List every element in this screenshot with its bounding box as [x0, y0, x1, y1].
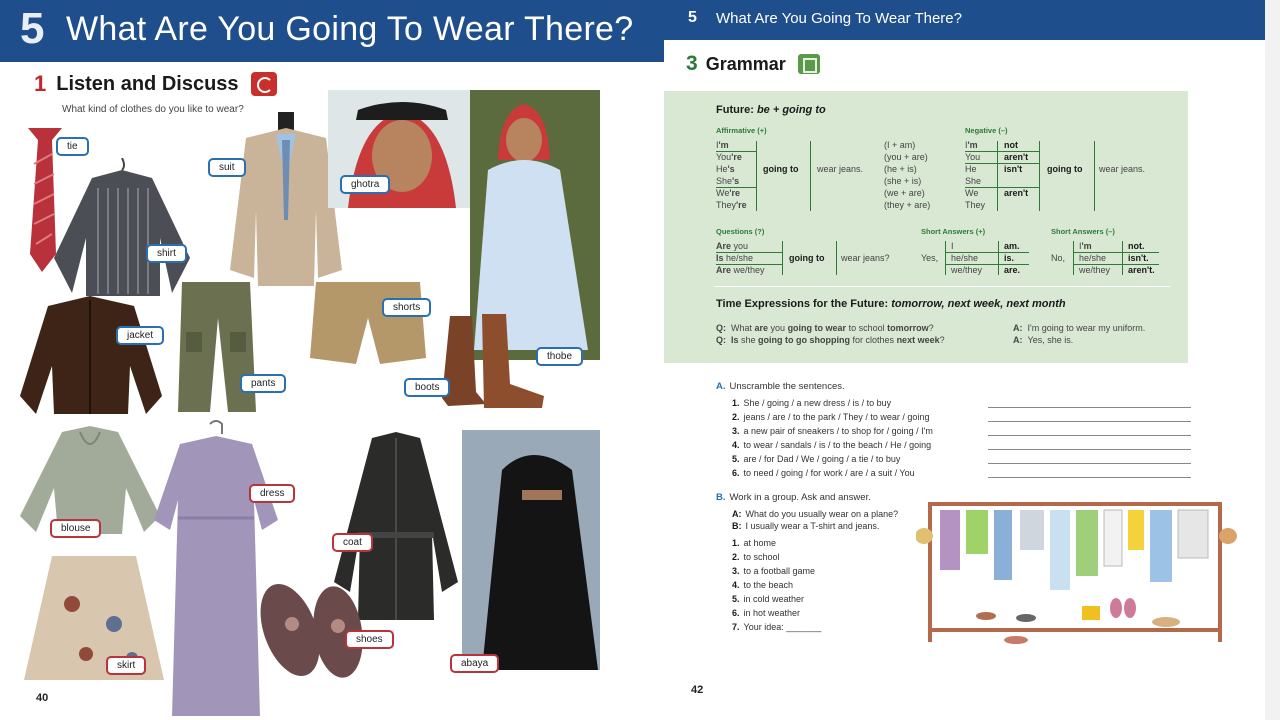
aff-row: [716, 188, 740, 198]
exercise-a-heading: [716, 381, 845, 392]
table-rule: [1073, 241, 1074, 275]
sa-neg-verb: not.: [1128, 241, 1145, 251]
short-yes: Yes,: [921, 253, 939, 263]
q-bold: going to go shopping: [758, 335, 851, 345]
full-form: (they + are): [884, 200, 931, 210]
exercise-a-item: [732, 412, 929, 422]
negative-heading: Negative (–): [965, 126, 1008, 135]
short-answers-pos-heading: Short Answers (+): [921, 227, 986, 236]
item-text: to a football game: [743, 566, 816, 576]
item-number: 2.: [732, 412, 740, 422]
full-form: (she + is): [884, 176, 922, 186]
full-form: (we + are): [884, 188, 925, 198]
table-rule: [965, 163, 1039, 164]
aff-contraction: 're: [729, 188, 740, 198]
aff-contraction: 'm: [718, 140, 729, 150]
sa-pos-verb: is.: [1004, 253, 1015, 263]
model-b: [732, 521, 879, 531]
item-number: 4.: [732, 440, 740, 450]
exercise-b-item: [732, 566, 815, 576]
clothes-rack-illustration: [916, 496, 1246, 654]
table-rule: [716, 187, 756, 188]
neg-word: not: [1004, 140, 1018, 150]
q-tag: Q:: [716, 323, 726, 333]
sa-pos-subject: he/she: [951, 253, 979, 263]
q-bold: Is: [731, 335, 739, 345]
q-text: for clothes: [850, 335, 897, 345]
a-text: Yes, she is.: [1027, 335, 1074, 345]
item-number: 4.: [732, 580, 740, 590]
question-going-to: going to: [789, 253, 825, 263]
aff-wear-jeans: wear jeans.: [817, 164, 864, 174]
label-thobe: thobe: [536, 347, 583, 366]
label-suit: suit: [208, 158, 246, 177]
aff-subject: You: [716, 152, 732, 162]
page-edge: [1265, 0, 1280, 720]
table-rule: [965, 151, 1039, 152]
item-number: 3.: [732, 426, 740, 436]
grammar-title-prefix: Future:: [716, 104, 757, 116]
answer-line[interactable]: [988, 407, 1191, 408]
q-tag: Q:: [716, 335, 726, 345]
question-wear-jeans: wear jeans?: [841, 253, 890, 263]
item-number: 5.: [732, 454, 740, 464]
item-text: in cold weather: [743, 594, 805, 604]
exercise-instruction: Work in a group. Ask and answer.: [729, 492, 871, 503]
sa-neg-subject: we/they: [1079, 265, 1111, 275]
q-text: to school: [846, 323, 888, 333]
q-text: you: [768, 323, 788, 333]
item-text: jeans / are / to the park / They / to wear / going: [743, 412, 930, 422]
table-rule: [782, 241, 783, 275]
label-shoes: shoes: [345, 630, 394, 649]
exercise-letter: B.: [716, 492, 726, 503]
a-tag: A:: [1013, 335, 1023, 345]
grammar-book-icon: [798, 54, 820, 74]
pants-image: [172, 278, 260, 414]
example-q2: [716, 335, 945, 345]
table-rule: [998, 241, 999, 275]
item-number: 3.: [732, 566, 740, 576]
section-title: Listen and Discuss: [56, 72, 239, 95]
full-form: (he + is): [884, 164, 917, 174]
item-text: at home: [743, 538, 777, 548]
sa-neg-verb: isn't.: [1128, 253, 1149, 263]
section-heading: [34, 69, 277, 99]
affirmative-heading: Affirmative (+): [716, 126, 767, 135]
section-title: Grammar: [705, 53, 786, 74]
aff-row: [716, 176, 739, 186]
jacket-image: [18, 296, 164, 416]
sa-pos-subject: I: [951, 241, 954, 251]
neg-subject: [965, 140, 978, 150]
example-a2: [1013, 335, 1073, 345]
question-verb: Are: [716, 265, 732, 275]
answer-line[interactable]: [988, 435, 1191, 436]
aff-subject: They: [716, 200, 737, 210]
unit-title-small: What Are You Going To Wear There?: [716, 10, 962, 27]
page-number-right: 42: [691, 684, 704, 696]
speaker-tag: B:: [732, 521, 742, 531]
answer-line[interactable]: [988, 463, 1191, 464]
question-verb: Are: [716, 241, 732, 251]
question-row: [716, 265, 765, 275]
full-form: (you + are): [884, 152, 928, 162]
exercise-b-item: [732, 594, 804, 604]
shorts-image: [308, 278, 428, 368]
item-text: Your idea: _______: [743, 622, 822, 632]
model-a: [732, 509, 898, 519]
section-number: 1: [34, 71, 47, 96]
abaya-photo: [462, 430, 600, 670]
q-bold: going to wear: [787, 323, 847, 333]
neg-subject: They: [965, 200, 986, 210]
aff-going-to: going to: [763, 164, 799, 174]
grammar-title: [716, 104, 826, 116]
neg-subject: We: [965, 188, 979, 198]
speaker-tag: A:: [732, 509, 742, 519]
table-rule: [1122, 241, 1123, 275]
unit-number: 5: [20, 4, 45, 53]
table-rule: [965, 187, 1039, 188]
label-jacket: jacket: [116, 326, 164, 345]
exercise-a-item: [732, 426, 933, 436]
example-a1: [1013, 323, 1145, 333]
item-text: a new pair of sneakers / to shop for / going / I'm: [743, 426, 933, 436]
label-pants: pants: [240, 374, 286, 393]
exercise-b-item: [732, 622, 821, 632]
answer-line[interactable]: [988, 449, 1191, 450]
neg-contraction: 'm: [967, 140, 978, 150]
short-answers-neg-heading: Short Answers (–): [1051, 227, 1115, 236]
aff-row: [716, 200, 747, 210]
item-text: to need / going / for work / are / a suit / You: [743, 468, 915, 478]
item-text: She / going / a new dress / is / to buy: [743, 398, 892, 408]
q-text: What: [731, 323, 755, 333]
neg-wear-jeans: wear jeans.: [1099, 164, 1146, 174]
neg-going-to: going to: [1047, 164, 1083, 174]
q-bold: are: [754, 323, 769, 333]
aff-row: [716, 140, 729, 150]
table-rule: [1039, 141, 1040, 211]
right-page: [664, 0, 1280, 720]
unit-banner: [0, 0, 664, 62]
item-number: 6.: [732, 608, 740, 618]
exercise-b-heading: [716, 492, 871, 503]
table-rule: [945, 241, 946, 275]
short-no: No,: [1051, 253, 1066, 263]
sa-neg-subject: [1079, 241, 1092, 251]
neg-word: aren't: [1004, 152, 1029, 162]
exercise-instruction: Unscramble the sentences.: [729, 381, 845, 392]
item-number: 5.: [732, 594, 740, 604]
item-text: are / for Dad / We / going / a tie / to buy: [743, 454, 901, 464]
sa-neg-subject: he/she: [1079, 253, 1107, 263]
item-text: to school: [743, 552, 780, 562]
exercise-a-item: [732, 440, 931, 450]
sa-neg-verb: aren't.: [1128, 265, 1155, 275]
table-rule: [810, 141, 811, 211]
table-rule: [716, 264, 782, 265]
aff-subject: He: [716, 164, 728, 174]
full-form: (I + am): [884, 140, 916, 150]
time-examples: tomorrow, next week, next month: [891, 298, 1066, 310]
aff-contraction: 're: [731, 152, 742, 162]
label-shorts: shorts: [382, 298, 431, 317]
table-rule: [836, 241, 837, 275]
item-number: 7.: [732, 622, 740, 632]
exercise-b-item: [732, 608, 800, 618]
model-text: What do you usually wear on a plane?: [745, 509, 899, 519]
example-q1: [716, 323, 934, 333]
unit-banner-small: [664, 0, 1265, 40]
aff-subject: We: [716, 188, 730, 198]
exercise-letter: A.: [716, 381, 726, 392]
a-text: I'm going to wear my uniform.: [1027, 323, 1146, 333]
table-rule: [756, 141, 757, 211]
label-skirt: skirt: [106, 656, 146, 675]
label-coat: coat: [332, 533, 373, 552]
q-text: ?: [928, 323, 934, 333]
question-row: [716, 241, 748, 251]
table-rule: [716, 252, 782, 253]
exercise-a-item: [732, 398, 891, 408]
neg-word: isn't: [1004, 164, 1023, 174]
label-dress: dress: [249, 484, 295, 503]
audio-play-icon[interactable]: [251, 72, 277, 96]
neg-subject-text: I: [965, 140, 968, 150]
question-subject: he/she: [723, 253, 754, 263]
label-boots: boots: [404, 378, 450, 397]
label-blouse: blouse: [50, 519, 101, 538]
aff-row: [716, 152, 742, 162]
answer-line[interactable]: [988, 421, 1191, 422]
exercise-b-item: [732, 538, 776, 548]
unit-title: What Are You Going To Wear There?: [66, 10, 634, 48]
label-abaya: abaya: [450, 654, 499, 673]
boots-image: [438, 312, 548, 410]
exercise-a-item: [732, 454, 900, 464]
table-rule: [945, 252, 1029, 253]
discussion-prompt: What kind of clothes do you like to wear?: [62, 104, 244, 115]
item-text: to wear / sandals / is / to the beach / He / going: [743, 440, 932, 450]
aff-subject: I: [716, 140, 719, 150]
time-expressions-title: [716, 298, 1066, 310]
exercise-b-item: [732, 580, 793, 590]
label-shirt: shirt: [146, 244, 187, 263]
item-number: 1.: [732, 398, 740, 408]
item-text: in hot weather: [743, 608, 801, 618]
sa-neg-subject-text: I: [1079, 241, 1082, 251]
item-number: 2.: [732, 552, 740, 562]
sa-pos-verb: am.: [1004, 241, 1020, 251]
divider: [714, 286, 1170, 287]
neg-subject: He: [965, 164, 977, 174]
q-bold: tomorrow: [887, 323, 929, 333]
item-text: to the beach: [743, 580, 794, 590]
page-number-left: 40: [36, 692, 49, 704]
q-text: she: [738, 335, 759, 345]
unit-number-small: 5: [688, 9, 697, 26]
questions-heading: Questions (?): [716, 227, 765, 236]
model-text: I usually wear a T-shirt and jeans.: [745, 521, 880, 531]
grammar-heading: [686, 52, 820, 76]
label-ghotra: ghotra: [340, 175, 390, 194]
question-subject: we/they: [731, 265, 765, 275]
section-number: 3: [686, 52, 698, 75]
sa-pos-verb: are.: [1004, 265, 1021, 275]
neg-word: aren't: [1004, 188, 1029, 198]
item-number: 6.: [732, 468, 740, 478]
q-text: ?: [939, 335, 945, 345]
question-row: [716, 253, 753, 263]
neg-subject: You: [965, 152, 981, 162]
label-tie: tie: [56, 137, 89, 156]
neg-subject: She: [965, 176, 982, 186]
table-rule: [716, 151, 756, 152]
sa-neg-contraction: 'm: [1081, 241, 1092, 251]
exercise-b-item: [732, 552, 780, 562]
answer-line[interactable]: [988, 477, 1191, 478]
time-title-text: Time Expressions for the Future:: [716, 298, 892, 310]
question-verb: Is: [716, 253, 724, 263]
aff-subject: She: [716, 176, 733, 186]
q-bold: next week: [896, 335, 940, 345]
aff-row: [716, 164, 735, 174]
grammar-title-formula: be + going to: [756, 104, 826, 116]
a-tag: A:: [1013, 323, 1023, 333]
question-subject: you: [731, 241, 749, 251]
grammar-box: [664, 91, 1188, 363]
exercise-a-item: [732, 468, 915, 478]
aff-contraction: 're: [736, 200, 747, 210]
table-rule: [1094, 141, 1095, 211]
aff-contraction: 's: [727, 164, 735, 174]
aff-contraction: 's: [732, 176, 740, 186]
sa-pos-subject: we/they: [951, 265, 983, 275]
item-number: 1.: [732, 538, 740, 548]
